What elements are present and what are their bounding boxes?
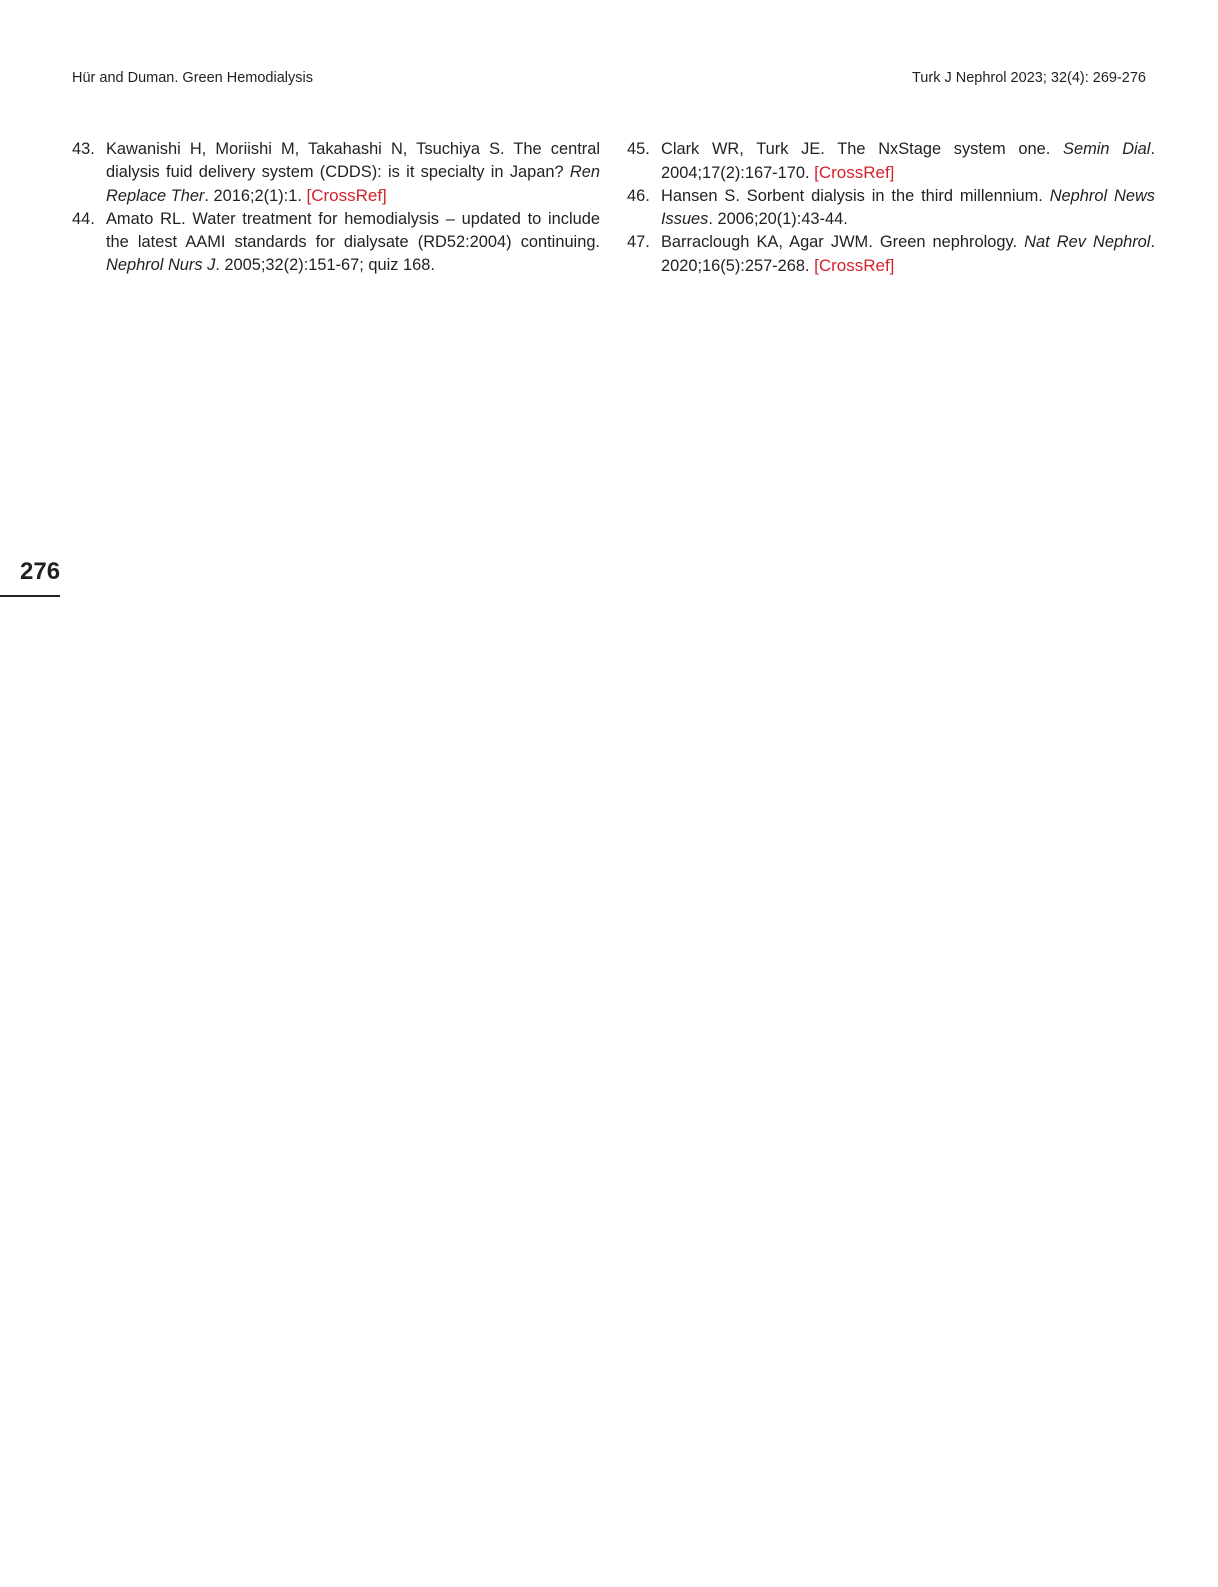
page-number: 276	[20, 558, 61, 585]
reference-details: . 2006;20(1):43-44.	[708, 210, 848, 228]
reference-authors-title: Kawanishi H, Moriishi M, Takahashi N, Tsuchiya S. The central dialysis fuid delivery system (CDDS): is it specialty in Japan?	[106, 140, 600, 181]
reference-journal: Nephrol News Issues	[661, 187, 1155, 228]
reference-details: . 2005;32(2):151-67; quiz 168.	[215, 256, 435, 274]
reference-authors-title: Amato RL. Water treatment for hemodialysis – updated to include the latest AAMI standards for dialysate (RD52:2004) continuing.	[106, 210, 600, 251]
reference-item	[627, 138, 1155, 185]
crossref-link[interactable]: [CrossRef]	[814, 163, 895, 182]
reference-item	[72, 138, 600, 208]
header-journal-citation: Turk J Nephrol 2023; 32(4): 269-276	[911, 70, 1146, 86]
reference-number: 44.	[72, 210, 95, 228]
reference-text	[661, 138, 1155, 185]
reference-number: 47.	[627, 233, 650, 251]
reference-journal: Ren Replace Ther	[106, 163, 600, 205]
reference-details: . 2020;16(5):257-268.	[661, 233, 1155, 275]
running-header	[72, 68, 1146, 88]
reference-text	[106, 138, 600, 208]
reference-number: 46.	[627, 187, 650, 205]
reference-text	[106, 208, 600, 277]
reference-text	[661, 231, 1155, 278]
reference-number: 45.	[627, 140, 650, 158]
reference-details: . 2004;17(2):167-170.	[661, 140, 1155, 182]
reference-journal: Semin Dial	[1063, 140, 1151, 158]
reference-number: 43.	[72, 140, 95, 158]
reference-authors-title: Clark WR, Turk JE. The NxStage system one.	[661, 140, 1064, 158]
page-number-rule	[0, 595, 60, 597]
reference-details: . 2016;2(1):1.	[204, 187, 307, 205]
reference-journal: Nephrol Nurs J	[106, 256, 216, 274]
crossref-link[interactable]: [CrossRef]	[306, 186, 387, 205]
header-authors-title: Hür and Duman. Green Hemodialysis	[72, 70, 313, 86]
references-right-column	[627, 138, 1155, 278]
reference-authors-title: Hansen S. Sorbent dialysis in the third millennium.	[661, 187, 1050, 205]
crossref-link[interactable]: [CrossRef]	[814, 256, 895, 275]
reference-item	[627, 231, 1155, 278]
reference-text	[661, 185, 1155, 231]
reference-authors-title: Barraclough KA, Agar JWM. Green nephrology.	[661, 233, 1025, 251]
reference-journal: Nat Rev Nephrol	[1024, 233, 1151, 251]
reference-item	[627, 185, 1155, 231]
reference-item	[72, 208, 600, 277]
references-left-column	[72, 138, 600, 277]
